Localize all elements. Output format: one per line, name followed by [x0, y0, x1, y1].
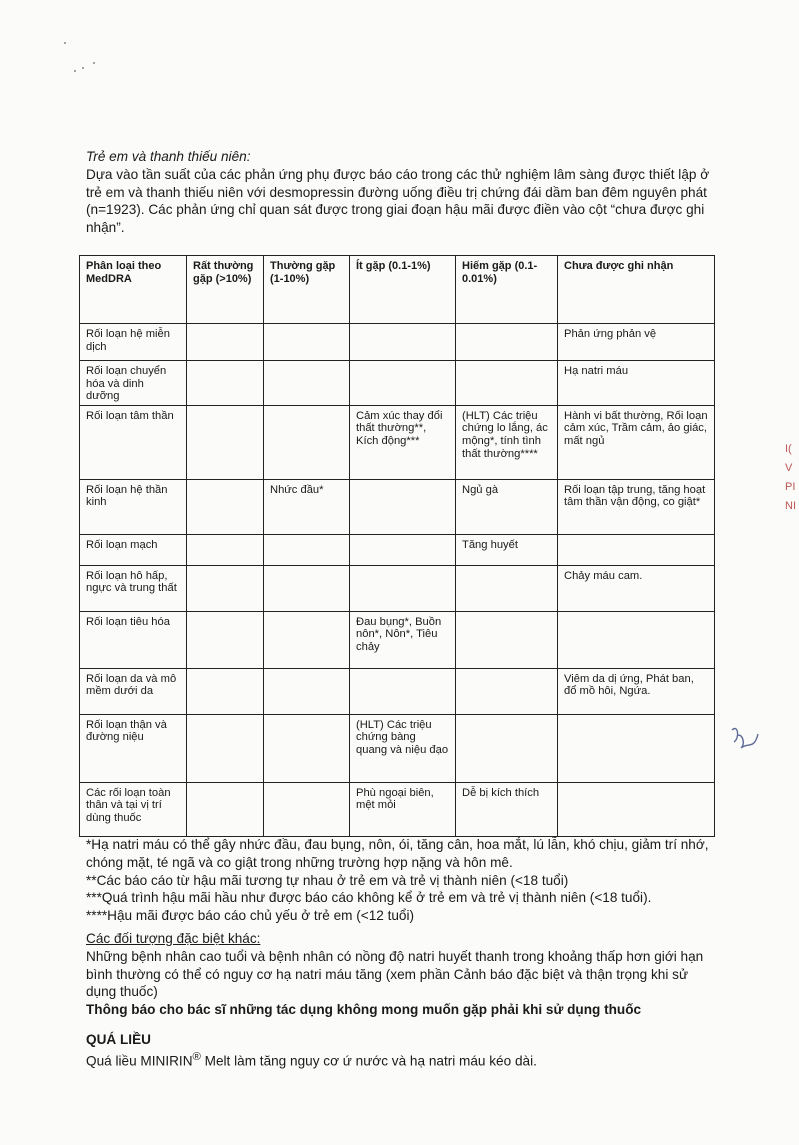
table-cell	[187, 668, 264, 714]
table-cell	[350, 565, 456, 611]
table-cell	[350, 668, 456, 714]
table-row	[80, 714, 715, 782]
table-cell	[187, 479, 264, 534]
table-cell	[350, 361, 456, 406]
edge-stamp-fragment	[785, 440, 799, 516]
edge-mark: PI	[785, 481, 796, 493]
physician-notice: Thông báo cho bác sĩ những tác dụng không mong muốn gặp phải khi sử dụng thuốc	[86, 1002, 642, 1018]
table-cell	[558, 714, 715, 782]
table-cell: Các rối loạn toàn thân và tại vị trí dùng thuốc	[80, 782, 187, 836]
table-cell	[264, 534, 350, 565]
overdose-text-after: Melt làm tăng nguy cơ ứ nước và hạ natri máu kéo dài.	[200, 1053, 537, 1069]
footnote: ***Quá trình hậu mãi hầu như được báo cáo không kể ở trẻ em và trẻ vị thành niên (<18 tuổi).	[86, 890, 652, 906]
special-populations-heading: Các đối tượng đặc biệt khác:	[86, 930, 261, 946]
header-cell: Hiếm gặp (0.1-0.01%)	[456, 256, 558, 324]
table-row	[80, 479, 715, 534]
table-cell: Nhức đầu*	[264, 479, 350, 534]
section-paragraph: Dựa vào tần suất của các phản ứng phụ được báo cáo trong các thử nghiệm lâm sàng được thiết lập ở trẻ em và thanh thiếu niên với desmopressin đường uống điều trị chứng đái dầm ban đêm nguyên phát (n=1923). Các phản ứng chỉ quan sát được trong giai đoạn hậu mãi được điền vào cột “chưa được ghi nhận”.	[86, 166, 710, 236]
table-row	[80, 405, 715, 479]
footnote: **Các báo cáo từ hậu mãi tương tự nhau ở trẻ em và trẻ vị thành niên (<18 tuổi)	[86, 872, 569, 888]
table-cell	[456, 611, 558, 668]
header-cell: Phân loại theo MedDRA	[80, 256, 187, 324]
table-cell: Dễ bị kích thích	[456, 782, 558, 836]
edge-mark: I(	[785, 443, 792, 455]
table-cell: Viêm da dị ứng, Phát ban, đổ mồ hôi, Ngứa.	[558, 668, 715, 714]
overdose-text	[86, 1049, 720, 1070]
table-row	[80, 534, 715, 565]
table-cell	[264, 668, 350, 714]
table-cell	[558, 534, 715, 565]
header-cell: Thường gặp (1-10%)	[264, 256, 350, 324]
table-cell: Rối loạn hô hấp, ngực và trung thất	[80, 565, 187, 611]
table-row	[80, 668, 715, 714]
table-header-row	[80, 256, 715, 324]
table-cell	[350, 534, 456, 565]
overdose-heading: QUÁ LIỀU	[86, 1031, 151, 1047]
table-cell: (HLT) Các triệu chứng bàng quang và niệu đạo	[350, 714, 456, 782]
table-cell: Rối loạn mạch	[80, 534, 187, 565]
table-cell	[350, 324, 456, 361]
table-row	[80, 324, 715, 361]
table-cell	[456, 361, 558, 406]
special-populations-text: Những bệnh nhân cao tuổi và bệnh nhân có nồng độ natri huyết thanh trong khoảng thấp hơn giới hạn bình thường có thể có nguy cơ hạ natri máu tăng (xem phần Cảnh báo đặc biệt và thận trọng khi sử dụng thuốc)	[86, 948, 704, 1000]
footnote: ****Hậu mãi được báo cáo chủ yếu ở trẻ em (<12 tuổi)	[86, 908, 415, 924]
section-heading: Trẻ em và thanh thiếu niên:	[86, 149, 251, 164]
table-cell	[558, 782, 715, 836]
table-cell: Hạ natri máu	[558, 361, 715, 406]
table-cell	[187, 405, 264, 479]
scan-specks	[60, 40, 100, 80]
header-cell: Chưa được ghi nhận	[558, 256, 715, 324]
table-cell	[456, 565, 558, 611]
table-cell	[264, 565, 350, 611]
overdose-text-before: Quá liều MINIRIN	[86, 1053, 193, 1069]
table-cell	[187, 324, 264, 361]
registered-mark: ®	[192, 1050, 201, 1063]
table-cell: Rối loạn thận và đường niệu	[80, 714, 187, 782]
footnote: *Hạ natri máu có thể gây nhức đầu, đau bụng, nôn, ói, tăng cân, hoa mắt, lú lẫn, khó chịu, giảm trí nhớ, chóng mặt, té ngã và co giật trong những trường hợp nặng và hôn mê.	[86, 837, 709, 870]
table-cell	[264, 782, 350, 836]
table-cell	[456, 714, 558, 782]
table-row	[80, 361, 715, 406]
table-cell	[350, 479, 456, 534]
table-cell	[264, 361, 350, 406]
signature-mark	[728, 722, 762, 758]
table-cell: Rối loạn da và mô mềm dưới da	[80, 668, 187, 714]
table-cell	[187, 611, 264, 668]
edge-mark: NI	[785, 500, 796, 512]
table-cell: Rối loạn tâm thần	[80, 405, 187, 479]
table-cell: Phù ngoại biên, mệt mỏi	[350, 782, 456, 836]
table-cell: Chảy máu cam.	[558, 565, 715, 611]
pediatric-section	[86, 148, 716, 237]
table-cell	[264, 405, 350, 479]
table-cell: Tăng huyết	[456, 534, 558, 565]
table-cell: Cảm xúc thay đổi thất thường**, Kích động***	[350, 405, 456, 479]
table-cell: Rối loạn hệ miễn dịch	[80, 324, 187, 361]
table-cell: Đau bụng*, Buồn nôn*, Nôn*, Tiêu chảy	[350, 611, 456, 668]
table-cell	[187, 534, 264, 565]
edge-mark: V	[785, 462, 793, 474]
table-cell	[264, 324, 350, 361]
table-cell	[264, 714, 350, 782]
table-cell: Ngủ gà	[456, 479, 558, 534]
table-cell	[558, 611, 715, 668]
table-cell	[187, 714, 264, 782]
table-cell: Rối loạn tiêu hóa	[80, 611, 187, 668]
table-cell: Rối loạn tập trung, tăng hoạt tâm thần vận động, co giật*	[558, 479, 715, 534]
header-cell: Rất thường gặp (>10%)	[187, 256, 264, 324]
table-cell	[264, 611, 350, 668]
table-cell: Rối loạn hệ thần kinh	[80, 479, 187, 534]
table-row	[80, 565, 715, 611]
notes-section	[86, 836, 720, 1070]
table-cell	[187, 565, 264, 611]
table-cell	[456, 668, 558, 714]
table-cell: Rối loạn chuyển hóa và dinh dưỡng	[80, 361, 187, 406]
table-cell	[456, 324, 558, 361]
table-cell	[187, 782, 264, 836]
table-cell: Hành vi bất thường, Rối loạn cảm xúc, Trầm cảm, ảo giác, mất ngủ	[558, 405, 715, 479]
table-cell: Phản ứng phản vệ	[558, 324, 715, 361]
table-row	[80, 611, 715, 668]
table-cell	[187, 361, 264, 406]
table-cell: (HLT) Các triệu chứng lo lắng, ác mộng*, tính tình thất thường****	[456, 405, 558, 479]
adverse-reactions-table	[79, 255, 715, 837]
table-row	[80, 782, 715, 836]
header-cell: Ít gặp (0.1-1%)	[350, 256, 456, 324]
